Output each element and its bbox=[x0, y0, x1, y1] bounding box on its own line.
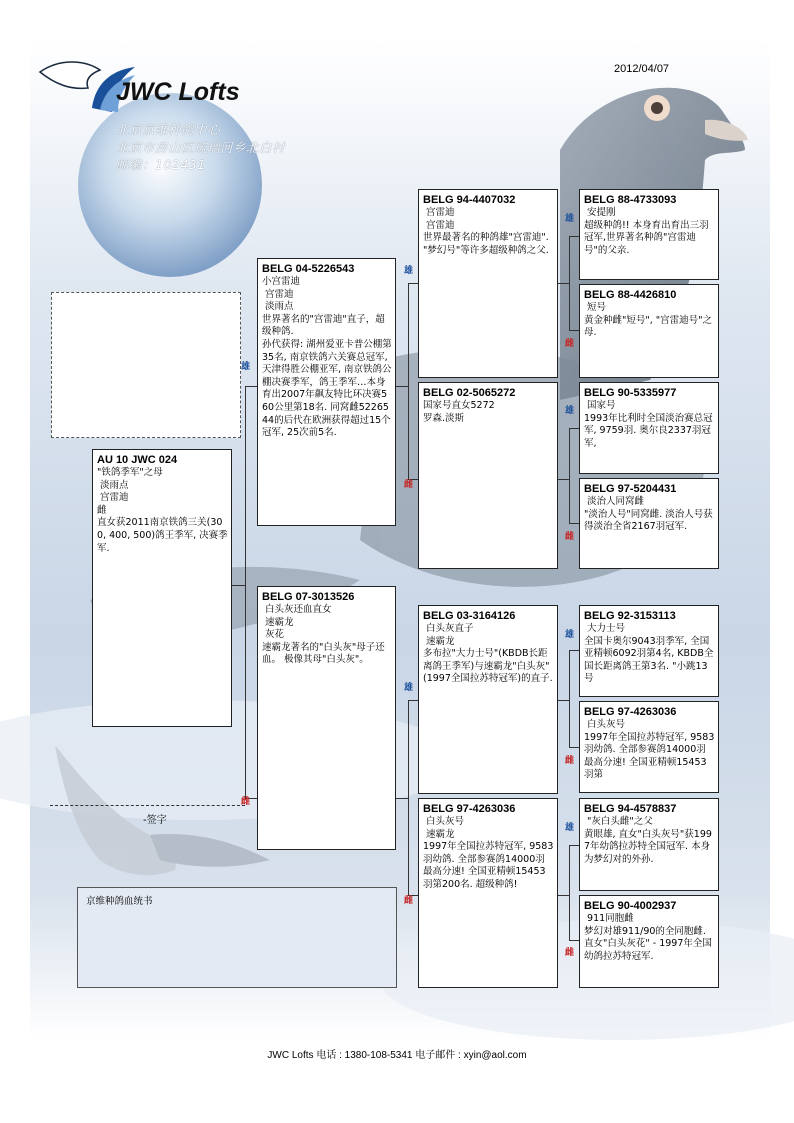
male-marker: 雄 bbox=[565, 823, 575, 833]
ring-number: AU 10 JWC 024 bbox=[97, 454, 178, 466]
pedigree-text-line: 1993年比利时全国淡治赛总冠军, 9759羽. 奥尔良2337羽冠军, bbox=[584, 412, 713, 449]
pedigree-card-ds[interactable] bbox=[418, 605, 558, 794]
photo-placeholder[interactable] bbox=[51, 292, 241, 438]
pedigree-text-line: 雌 bbox=[97, 504, 107, 516]
connector bbox=[558, 895, 569, 896]
male-marker: 雄 bbox=[565, 406, 575, 416]
ring-number: BELG 07-3013526 bbox=[262, 591, 355, 603]
pedigree-text-line: 小宫雷迪 bbox=[262, 276, 301, 287]
female-marker: 雌 bbox=[404, 896, 414, 906]
pedigree-text-line: 1997年全国拉苏特冠军, 9583羽幼鸽. 全部参赛鸽14000羽最高分速! 全国亚精顿15453羽第200名. 超级种鸽! bbox=[423, 841, 554, 890]
pedigree-card-sire[interactable] bbox=[257, 258, 396, 526]
pedigree-card-subject[interactable] bbox=[92, 449, 232, 727]
pedigree-card-ssd[interactable] bbox=[579, 284, 719, 378]
notes-title: 京维种鸽血统书 bbox=[86, 896, 153, 907]
pedigree-text-line: 灰花 bbox=[262, 629, 285, 641]
connector bbox=[569, 236, 579, 237]
male-marker: 雄 bbox=[404, 683, 414, 693]
pedigree-text-line: "淡治人号"同窝雌. 淡治人号获得淡治全省2167羽冠军. bbox=[584, 508, 713, 533]
connector bbox=[569, 650, 570, 747]
pedigree-card-dss[interactable] bbox=[579, 605, 719, 697]
connector bbox=[408, 283, 409, 479]
pedigree-text-line: 宫雷迪 bbox=[97, 492, 129, 504]
pedigree-text-line: 短号 bbox=[584, 302, 607, 313]
pedigree-text-line: 全国卡奥尔9043羽季军, 全国亚精顿6092羽第4名, KBDB全国长距离鸽王第3名. "小跳13号 bbox=[584, 635, 714, 685]
connector bbox=[569, 940, 579, 941]
connector bbox=[569, 747, 579, 748]
ring-number: BELG 03-3164126 bbox=[423, 610, 516, 622]
connector bbox=[232, 585, 245, 586]
pedigree-text-line: 罗森.淡斯 bbox=[423, 412, 465, 424]
connector bbox=[408, 700, 409, 895]
pedigree-text-line: 国家号 bbox=[584, 400, 616, 411]
female-marker: 雌 bbox=[565, 339, 575, 349]
connector bbox=[569, 845, 570, 940]
pedigree-card-ddd[interactable] bbox=[579, 895, 719, 988]
pedigree-text-line: 淡雨点 bbox=[97, 479, 129, 491]
ring-number: BELG 92-3153113 bbox=[584, 610, 676, 622]
pedigree-text-line: 白头灰号 bbox=[423, 816, 465, 827]
pedigree-card-dd[interactable] bbox=[418, 798, 558, 988]
pedigree-text-line: 911同胞雌 bbox=[584, 913, 634, 924]
connector bbox=[408, 283, 418, 284]
pedigree-text-line: "铁鸽季军"之母 bbox=[97, 467, 163, 478]
pedigree-text-line: 直女获2011南京铁鸽三关(300, 400, 500)鸽王季军, 决赛季军. bbox=[97, 517, 228, 554]
brand-logo-text: JWC Lofts bbox=[116, 78, 240, 106]
connector bbox=[396, 386, 408, 387]
female-marker: 雌 bbox=[241, 797, 251, 807]
ring-number: BELG 90-4002937 bbox=[584, 900, 677, 912]
connector bbox=[245, 386, 257, 387]
header-line-2: 北京市房山区琉璃河乡北白村 bbox=[116, 140, 286, 155]
connector bbox=[558, 700, 569, 701]
signature-label: -签字 bbox=[143, 815, 167, 826]
ring-number: BELG 94-4407032 bbox=[423, 194, 516, 206]
pedigree-text-line: 超级种鸽!! 本身育出育出三羽冠军,世界著名种鸽"宫雷迪号"的父亲. bbox=[584, 219, 709, 256]
pedigree-card-dds[interactable] bbox=[579, 798, 719, 891]
female-marker: 雌 bbox=[565, 948, 575, 958]
ring-number: BELG 97-5204431 bbox=[584, 483, 677, 495]
pedigree-text-line: 淡雨点 bbox=[262, 301, 294, 313]
pedigree-text-line: 宫雷迪 bbox=[423, 219, 455, 231]
pedigree-text-line: 世界著名的"宫雷迪"直子，超级种鸽. bbox=[262, 313, 385, 338]
pedigree-text-line: 速霸龙著名的"白头灰"母子还血。 极像其母"白头灰"。 bbox=[262, 641, 385, 666]
pedigree-card-dsd[interactable] bbox=[579, 701, 719, 793]
pedigree-text-line: 白头灰直子 bbox=[423, 623, 474, 634]
pedigree-text-line: 黄眼雄, 直女"白头灰号"获1997年幼鸽拉苏特全国冠军. 本身为梦幻对的外孙. bbox=[584, 828, 712, 865]
male-marker: 雄 bbox=[565, 630, 575, 640]
male-marker: 雄 bbox=[241, 362, 251, 372]
connector bbox=[569, 845, 579, 846]
ring-number: BELG 88-4733093 bbox=[584, 194, 677, 206]
pedigree-text-line: 白头灰还血直女 bbox=[262, 604, 332, 615]
ring-number: BELG 04-5226543 bbox=[262, 263, 355, 275]
pedigree-text-line: 孙代获得: 湖州爱亚卡普公棚第35名, 南京铁鸽六关赛总冠军, 天津得胜公棚亚军, 南京铁鸽公棚决赛季军，鸽王季军…本身育出2007年飙友特比环决赛560公里第18名. 同窝雌5226544的后代在欧洲获得超过15个冠军, 25次前5名. bbox=[262, 338, 392, 439]
connector bbox=[396, 798, 408, 799]
connector bbox=[558, 283, 569, 284]
header-line-1: 北京京维种鸽中心 bbox=[116, 122, 221, 137]
header-line-3: 邮编：102431 bbox=[116, 157, 206, 172]
pedigree-text-line: 大力士号 bbox=[584, 623, 626, 634]
connector bbox=[408, 700, 418, 701]
pedigree-text-line: 白头灰号 bbox=[584, 719, 626, 730]
pedigree-card-dam[interactable] bbox=[257, 586, 396, 850]
connector bbox=[558, 479, 569, 480]
pedigree-text-line: 速霸龙 bbox=[262, 616, 294, 628]
male-marker: 雄 bbox=[565, 214, 575, 224]
ring-number: BELG 97-4263036 bbox=[584, 706, 677, 718]
pedigree-text-line: 梦幻对雄911/90的全同胞雌. 直女"白头灰花" - 1997年全国幼鸽拉苏特冠军. bbox=[584, 925, 712, 962]
pedigree-text-line: 黄金种雌"短号", "宫雷迪号"之母. bbox=[584, 314, 713, 339]
male-marker: 雄 bbox=[404, 266, 414, 276]
pedigree-text-line: 多布拉"大力士号"(KBDB长距离鸽王季军)与速霸龙"白头灰"(1997全国拉苏特冠军)的直子. bbox=[423, 648, 553, 685]
ring-number: BELG 90-5335977 bbox=[584, 387, 677, 399]
pedigree-text-line: 国家号直女5272 bbox=[423, 400, 495, 411]
connector bbox=[569, 428, 579, 429]
print-date: 2012/04/07 bbox=[614, 63, 670, 75]
pedigree-card-sds[interactable] bbox=[579, 382, 719, 474]
pedigree-text-line: 宫雷迪 bbox=[262, 288, 294, 300]
pedigree-text-line: 安提刚 bbox=[584, 207, 616, 218]
connector bbox=[569, 523, 579, 524]
ring-number: BELG 88-4426810 bbox=[584, 289, 677, 301]
female-marker: 雌 bbox=[565, 756, 575, 766]
connector bbox=[569, 650, 579, 651]
connector bbox=[569, 428, 570, 523]
pedigree-card-sd[interactable] bbox=[418, 382, 558, 569]
pedigree-card-ss[interactable] bbox=[418, 189, 558, 378]
notes-box[interactable] bbox=[77, 887, 397, 988]
pedigree-text-line: 宫雷迪 bbox=[423, 207, 455, 218]
female-marker: 雌 bbox=[404, 480, 414, 490]
connector bbox=[569, 330, 579, 331]
connector bbox=[245, 386, 246, 798]
pedigree-text-line: 淡治人同窝雌 bbox=[584, 496, 645, 507]
ring-number: BELG 02-5065272 bbox=[423, 387, 516, 399]
connector bbox=[50, 805, 245, 806]
pedigree-card-sdd[interactable] bbox=[579, 478, 719, 569]
pedigree-text-line: 速霸龙 bbox=[423, 635, 455, 647]
pedigree-text-line: 世界最著名的种鸽雄"宫雷迪". "梦幻号"等许多超级种鸽之父. bbox=[423, 232, 552, 256]
pedigree-text-line: "灰白头雌"之父 bbox=[584, 816, 653, 827]
connector bbox=[569, 236, 570, 330]
pedigree-text-line: 1997年全国拉苏特冠军, 9583羽幼鸽. 全部参赛鸽14000羽最高分速! 全国亚精顿15453羽第 bbox=[584, 731, 715, 781]
ring-number: BELG 94-4578837 bbox=[584, 803, 677, 815]
pedigree-card-sss[interactable] bbox=[579, 189, 719, 280]
ring-number: BELG 97-4263036 bbox=[423, 803, 516, 815]
female-marker: 雌 bbox=[565, 532, 575, 542]
footer-contact: JWC Lofts 电话 : 1380-108-5341 电子邮件 : xyin@aol.com bbox=[267, 1050, 527, 1061]
pedigree-text-line: 速霸龙 bbox=[423, 828, 455, 840]
